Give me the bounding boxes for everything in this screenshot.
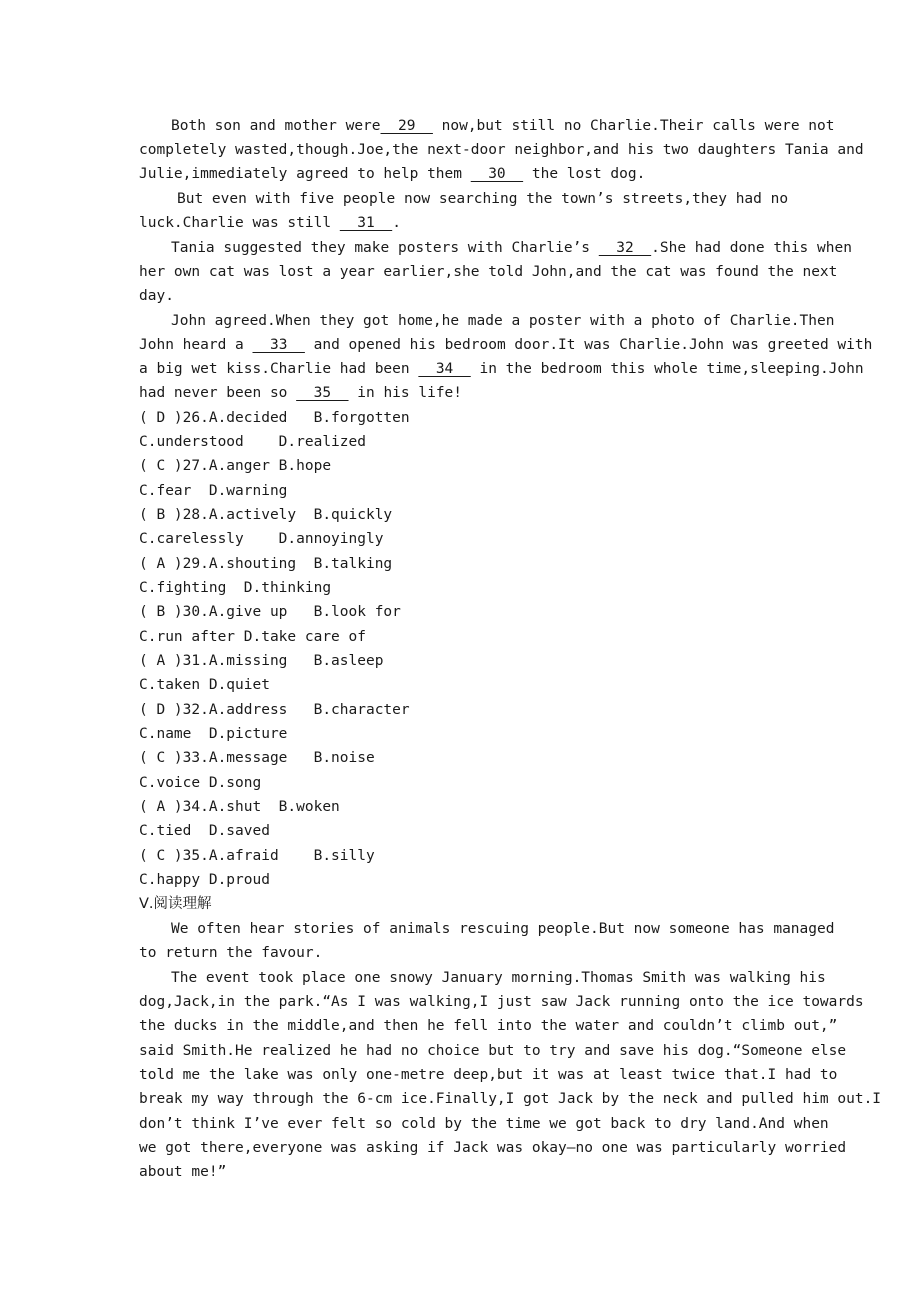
- blank-33: 33: [252, 337, 305, 353]
- passage-line: [139, 357, 864, 381]
- question-option-line: ( C )33.A.message B.noise: [139, 750, 375, 766]
- reading-line: about me!”: [139, 1164, 227, 1180]
- text: Both son and mother were: [171, 118, 381, 134]
- passage-line: But even with five people now searching the town’s streets,they had no: [177, 191, 789, 207]
- blank-29: 29: [380, 118, 433, 134]
- text: .She had done this when: [651, 240, 852, 256]
- passage-line: [139, 333, 872, 357]
- question-option-line: C.voice D.song: [139, 775, 262, 791]
- question-option-line: C.run after D.take care of: [139, 629, 366, 645]
- text: and opened his bedroom door.It was Charlie.John was greeted with: [304, 337, 873, 353]
- text: John heard a: [139, 337, 253, 353]
- blank-30: 30: [470, 166, 524, 182]
- question-option-line: C.fear D.warning: [139, 483, 288, 499]
- text: luck.Charlie was still: [139, 215, 340, 231]
- reading-line: the ducks in the middle,and then he fell into the water and couldn’t climb out,”: [139, 1018, 838, 1034]
- question-option-line: ( D )32.A.address B.character: [139, 702, 410, 718]
- text: now,but still no Charlie.Their calls were not: [432, 118, 835, 134]
- question-option-line: ( C )27.A.anger B.hope: [139, 458, 332, 474]
- passage-line: [171, 114, 834, 138]
- passage-line: [139, 162, 645, 186]
- question-option-line: ( D )26.A.decided B.forgotten: [139, 410, 410, 426]
- question-option-line: C.understood D.realized: [139, 434, 366, 450]
- passage-line: [171, 236, 852, 260]
- text: Tania suggested they make posters with Charlie’s: [171, 240, 599, 256]
- passage-line: John agreed.When they got home,he made a poster with a photo of Charlie.Then: [171, 313, 835, 329]
- passage-line: [139, 211, 401, 235]
- text: in the bedroom this whole time,sleeping.John: [470, 361, 864, 377]
- blank-31: 31: [339, 215, 393, 231]
- passage-line: day.: [139, 288, 174, 304]
- reading-line: said Smith.He realized he had no choice but to try and save his dog.“Someone else: [139, 1043, 847, 1059]
- question-option-line: ( B )28.A.actively B.quickly: [139, 507, 393, 523]
- passage-line: her own cat was lost a year earlier,she told John,and the cat was found the next: [139, 264, 838, 280]
- text: .: [392, 215, 401, 231]
- reading-line: don’t think I’ve ever felt so cold by the time we got back to dry land.And when: [139, 1116, 829, 1132]
- question-option-line: C.carelessly D.annoyingly: [139, 531, 384, 547]
- section-title: Ⅴ.阅读理解: [139, 896, 212, 912]
- text: a big wet kiss.Charlie had been: [139, 361, 419, 377]
- passage-line: completely wasted,though.Joe,the next-door neighbor,and his two daughters Tania and: [139, 142, 864, 158]
- blank-34: 34: [418, 361, 471, 377]
- text: had never been so: [139, 385, 297, 401]
- question-option-line: ( C )35.A.afraid B.silly: [139, 848, 375, 864]
- question-option-line: C.taken D.quiet: [139, 677, 270, 693]
- blank-35: 35: [296, 385, 349, 401]
- text: Julie,immediately agreed to help them: [139, 166, 471, 182]
- question-option-line: ( B )30.A.give up B.look for: [139, 604, 401, 620]
- reading-line: break my way through the 6-cm ice.Finally,I got Jack by the neck and pulled him out.I: [139, 1091, 882, 1107]
- question-option-line: C.fighting D.thinking: [139, 580, 332, 596]
- reading-line: We often hear stories of animals rescuing people.But now someone has managed: [171, 921, 835, 937]
- reading-line: told me the lake was only one-metre deep,but it was at least twice that.I had to: [139, 1067, 838, 1083]
- question-option-line: ( A )34.A.shut B.woken: [139, 799, 340, 815]
- reading-line: we got there,everyone was asking if Jack was okay—no one was particularly worried: [139, 1140, 847, 1156]
- text: the lost dog.: [523, 166, 646, 182]
- reading-line: dog,Jack,in the park.“As I was walking,I just saw Jack running onto the ice towards: [139, 994, 864, 1010]
- reading-line: to return the favour.: [139, 945, 323, 961]
- question-option-line: ( A )31.A.missing B.asleep: [139, 653, 384, 669]
- passage-line: [139, 381, 462, 405]
- question-option-line: C.name D.picture: [139, 726, 288, 742]
- question-option-line: C.tied D.saved: [139, 823, 270, 839]
- question-option-line: ( A )29.A.shouting B.talking: [139, 556, 393, 572]
- reading-line: The event took place one snowy January morning.Thomas Smith was walking his: [171, 970, 826, 986]
- text: in his life!: [348, 385, 463, 401]
- question-option-line: C.happy D.proud: [139, 872, 270, 888]
- blank-32: 32: [598, 240, 652, 256]
